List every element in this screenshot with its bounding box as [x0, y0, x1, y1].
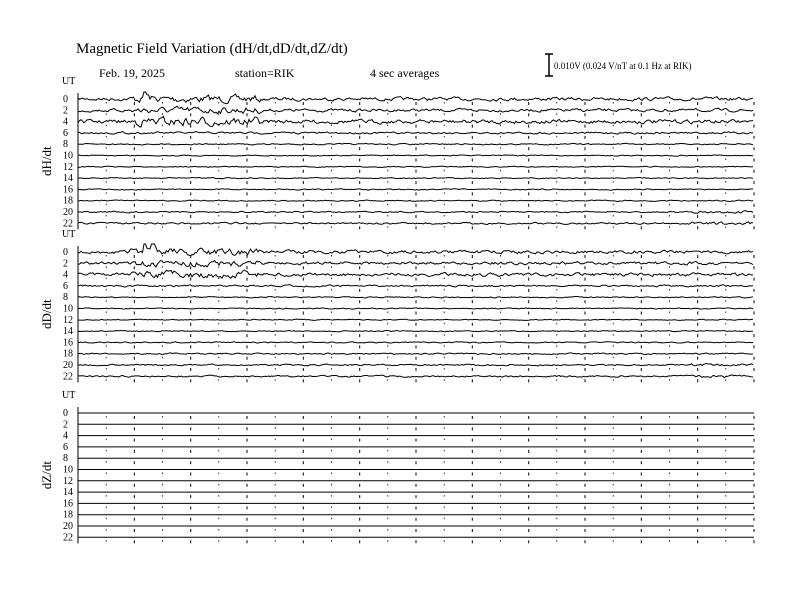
- hour-label: 12: [63, 161, 73, 173]
- trace-line: [78, 319, 753, 320]
- hour-label: 10: [63, 303, 73, 315]
- trace-line: [78, 342, 753, 343]
- hour-label: 8: [63, 292, 68, 304]
- hour-label: 18: [63, 348, 73, 360]
- hour-label: 20: [63, 521, 73, 532]
- hour-label: 2: [63, 419, 68, 431]
- trace-line: [78, 189, 753, 191]
- hour-label: 18: [63, 509, 73, 521]
- hour-label: 10: [63, 150, 73, 162]
- hour-label: 2: [63, 258, 68, 270]
- trace-line: [78, 106, 753, 113]
- hour-label: 4: [63, 269, 68, 281]
- trace-line: [78, 330, 753, 331]
- hour-label: 12: [63, 314, 73, 326]
- trace-line: [78, 211, 753, 214]
- trace-line: [78, 353, 753, 355]
- hour-label: 4: [63, 430, 68, 442]
- hour-label: 18: [63, 195, 73, 207]
- trace-line: [78, 285, 753, 287]
- trace-line: [78, 308, 753, 309]
- hour-label: 8: [63, 453, 68, 465]
- date-label: Feb. 19, 2025: [99, 66, 165, 80]
- hour-label: 14: [63, 326, 73, 338]
- panel-dD-dt: [39, 229, 754, 382]
- axis-label-dZ-dt: dZ/dt: [39, 461, 54, 490]
- hour-label: 6: [63, 127, 68, 139]
- hour-label: 12: [63, 475, 73, 487]
- hour-label: 22: [63, 532, 73, 544]
- trace-line: [78, 222, 753, 225]
- hour-label: 22: [63, 371, 73, 383]
- panel-dH-dt: [39, 76, 754, 229]
- hour-label: 2: [63, 105, 68, 117]
- station-label: station=RIK: [235, 66, 295, 80]
- trace-line: [78, 244, 753, 256]
- trace-line: [78, 166, 753, 167]
- ut-label: UT: [62, 390, 76, 401]
- hour-label: 6: [63, 441, 68, 453]
- scale-label: 0.010V (0.024 V/nT at 0.1 Hz at RIK): [554, 61, 692, 71]
- scale-bar-icon: [545, 54, 553, 76]
- hour-label: 16: [63, 337, 73, 349]
- trace-line: [78, 270, 753, 278]
- axis-label-dH-dt: dH/dt: [39, 146, 54, 176]
- averaging-label: 4 sec averages: [370, 66, 440, 80]
- ut-label: UT: [62, 229, 76, 240]
- trace-line: [78, 92, 753, 104]
- trace-line: [78, 375, 753, 378]
- trace-line: [78, 261, 753, 267]
- hour-label: 16: [63, 498, 73, 510]
- hour-label: 6: [63, 280, 68, 292]
- hour-label: 10: [63, 464, 73, 476]
- hour-label: 4: [63, 116, 68, 128]
- trace-line: [78, 200, 753, 202]
- hour-label: 0: [63, 247, 68, 258]
- hour-label: 0: [63, 94, 68, 105]
- hour-label: 16: [63, 184, 73, 196]
- trace-line: [78, 155, 753, 156]
- trace-line: [78, 143, 753, 145]
- chart-title: Magnetic Field Variation (dH/dt,dD/dt,dZ/dt): [76, 41, 348, 57]
- trace-line: [78, 296, 753, 298]
- trace-line: [78, 363, 753, 365]
- axis-label-dD-dt: dD/dt: [39, 299, 54, 329]
- trace-line: [78, 132, 753, 135]
- panel-dZ-dt: [39, 390, 754, 543]
- panels: [39, 76, 754, 543]
- hour-label: 22: [63, 218, 73, 230]
- hour-label: 20: [63, 207, 73, 218]
- hour-label: 14: [63, 173, 73, 185]
- hour-label: 20: [63, 360, 73, 371]
- hour-label: 0: [63, 408, 68, 419]
- hour-label: 14: [63, 487, 73, 499]
- trace-line: [78, 177, 753, 178]
- hour-label: 8: [63, 139, 68, 151]
- ut-label: UT: [62, 76, 76, 87]
